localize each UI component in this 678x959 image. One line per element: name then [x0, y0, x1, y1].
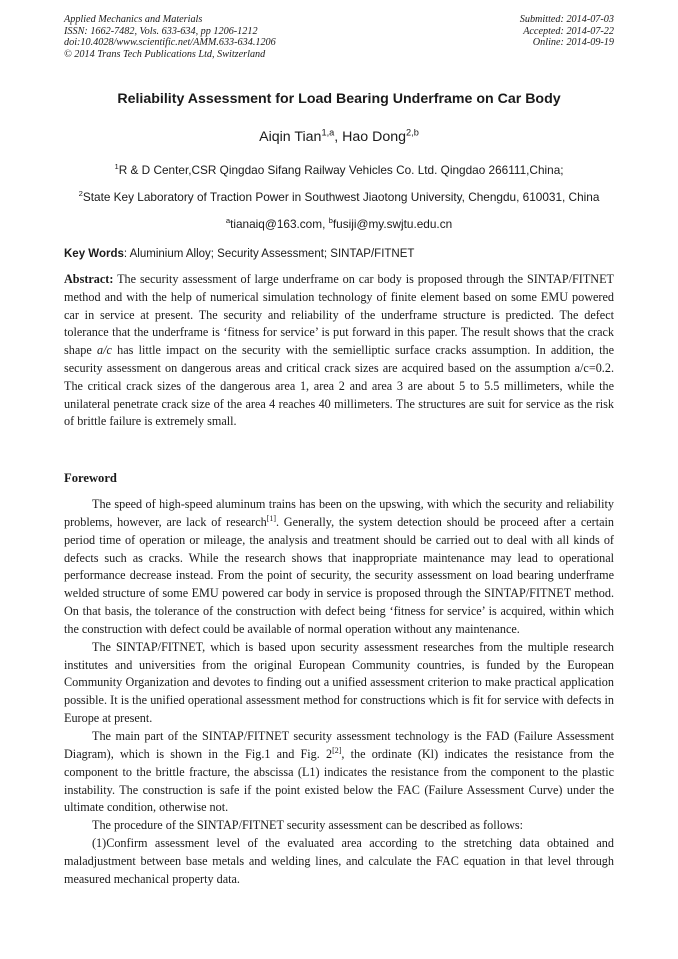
email-b-mark: b	[328, 216, 333, 226]
paragraph	[64, 496, 614, 639]
citation-2[interactable]: [2]	[332, 745, 342, 755]
author-2-affiliation-mark: 2,b	[406, 127, 419, 138]
author-1-affiliation-mark: 1,a	[321, 127, 335, 138]
email-a-link[interactable]: tianaiq@163.com,	[230, 217, 329, 231]
paragraph	[64, 728, 614, 817]
journal-name: Applied Mechanics and Materials	[64, 14, 203, 25]
section-heading-foreword: Foreword	[64, 471, 117, 485]
affiliation-2-text: State Key Laboratory of Traction Power in Southwest Jiaotong University, Chengdu, 610031, China	[82, 190, 600, 204]
keywords-text: : Aluminium Alloy; Security Assessment; SINTAP/FITNET	[123, 248, 415, 260]
abstract	[64, 271, 614, 431]
paragraph-3-text-a: The main part of the SINTAP/FITNET security assessment technology is the FAD (Failure Assessment Diagram), which is shown in the Fig.1 and Fig. 2	[64, 728, 614, 761]
affiliation-1-mark: 1	[114, 162, 119, 172]
abstract-label: Abstract:	[64, 272, 114, 286]
accepted-date: Accepted: 2014-07-22	[523, 25, 614, 37]
paragraph-1-text-a: The speed of high-speed aluminum trains has been on the upswing, with which the security and reliability problems, however, are lack of research	[64, 497, 614, 529]
affiliation-1-text: R & D Center,CSR Qingdao Sifang Railway Vehicles Co. Ltd. Qingdao 266111,China;	[118, 163, 564, 177]
publication-dates	[520, 14, 614, 49]
author-1-name: Aiqin Tian	[259, 129, 322, 145]
paragraph-1-text-b: . Generally, the system detection should be proceed after a certain period time of operation or mileage, the analysis and treatment should be carried out to deal with all kinds of defects such as cracks. While the research shows that inappropriate maintenance may lead to operational performance decrease instead. From the point of security, the security assessment on load bearing underframe welded structure of some EMU powered car body in service is proposed through the SINTAP/FITNET method. On that basis, the tolerance of the construction with defect being ‘fitness for service’ is acquired, within which the construction with defect could be available of normal operation without any maintenance.	[64, 514, 614, 636]
paragraph: The SINTAP/FITNET, which is based upon security assessment researches from the multiple research institutes and universities from the original European Community countries, is funded by the European Community Organization and devotes to finding out a unified assessment criterion to make practical application possible. It is the unified operational assessment method for constructions which is fit for service with defects in Europe at present.	[64, 639, 614, 726]
paragraph: The procedure of the SINTAP/FITNET security assessment can be described as follows:	[92, 818, 524, 833]
abstract-text-part-2: has little impact on the security with the semielliptic surface cracks assumption. In addition, the security assessment on dangerous areas and critical crack sizes are acquired based on the assumption a/c=0.2. The critical crack sizes of the dangerous area 1, area 2 and area 3 are about 5 to 5.5 millimeters, while the unilateral penetrate crack size of the area 4 reaches 40 millimeters. The structures are suit for service as the risk of brittle failure is extremely small.	[64, 343, 615, 429]
keywords	[64, 248, 614, 260]
affiliation-1	[40, 163, 638, 177]
paragraph-3-text-b: , the ordinate (Kl) indicates the resistance from the component to the brittle fracture, the abscissa (L1) indicates the resistance from the component to the plastic instability. The construction is safe if the point existed below the FAC (Failure Assessment Curve) under the ultimate condition, otherwise not.	[64, 746, 614, 815]
affiliation-2-mark: 2	[78, 189, 83, 199]
online-date: Online: 2014-09-19	[532, 37, 614, 49]
author-list	[40, 129, 638, 145]
paragraph: (1)Confirm assessment level of the evaluated area according to the stretching data obtained and maladjustment between base metals and welding lines, and calculate the FAC equation in that level through measured mechanical property data.	[64, 836, 614, 886]
email-a-mark: a	[225, 216, 231, 226]
author-2-name: Hao Dong	[342, 129, 407, 145]
journal-copyright: © 2014 Trans Tech Publications Ltd, Switzerland	[64, 48, 266, 60]
submitted-date: Submitted: 2014-07-03	[519, 14, 614, 25]
paper-title: Reliability Assessment for Load Bearing Underframe on Car Body	[117, 91, 561, 107]
affiliation-2	[40, 190, 638, 204]
email-b-link[interactable]: fusiji@my.swjtu.edu.cn	[332, 217, 453, 231]
abstract-ac-ratio: a/c	[96, 343, 112, 358]
citation-1[interactable]: [1]	[266, 513, 276, 523]
journal-info	[64, 14, 276, 60]
author-separator: ,	[334, 129, 343, 145]
keywords-label: Key Words	[64, 248, 124, 260]
journal-doi[interactable]: doi:10.4028/www.scientific.net/AMM.633-634.1206	[64, 37, 276, 49]
foreword-body	[64, 496, 614, 889]
abstract-text-part-1: The security assessment of large underframe on car body is proposed through the SINTAP/FITNET method and with the help of numerical simulation technology of finite element based on some EMU powered car in service at present. The security and reliability of the underframe structure is predicted. The defect tolerance that the underframe is ‘fitness for service’ is put forward in this paper. The result shows that the crack shape	[64, 272, 614, 358]
author-emails	[40, 217, 638, 231]
journal-issn: ISSN: 1662-7482, Vols. 633-634, pp 1206-1212	[64, 25, 258, 37]
